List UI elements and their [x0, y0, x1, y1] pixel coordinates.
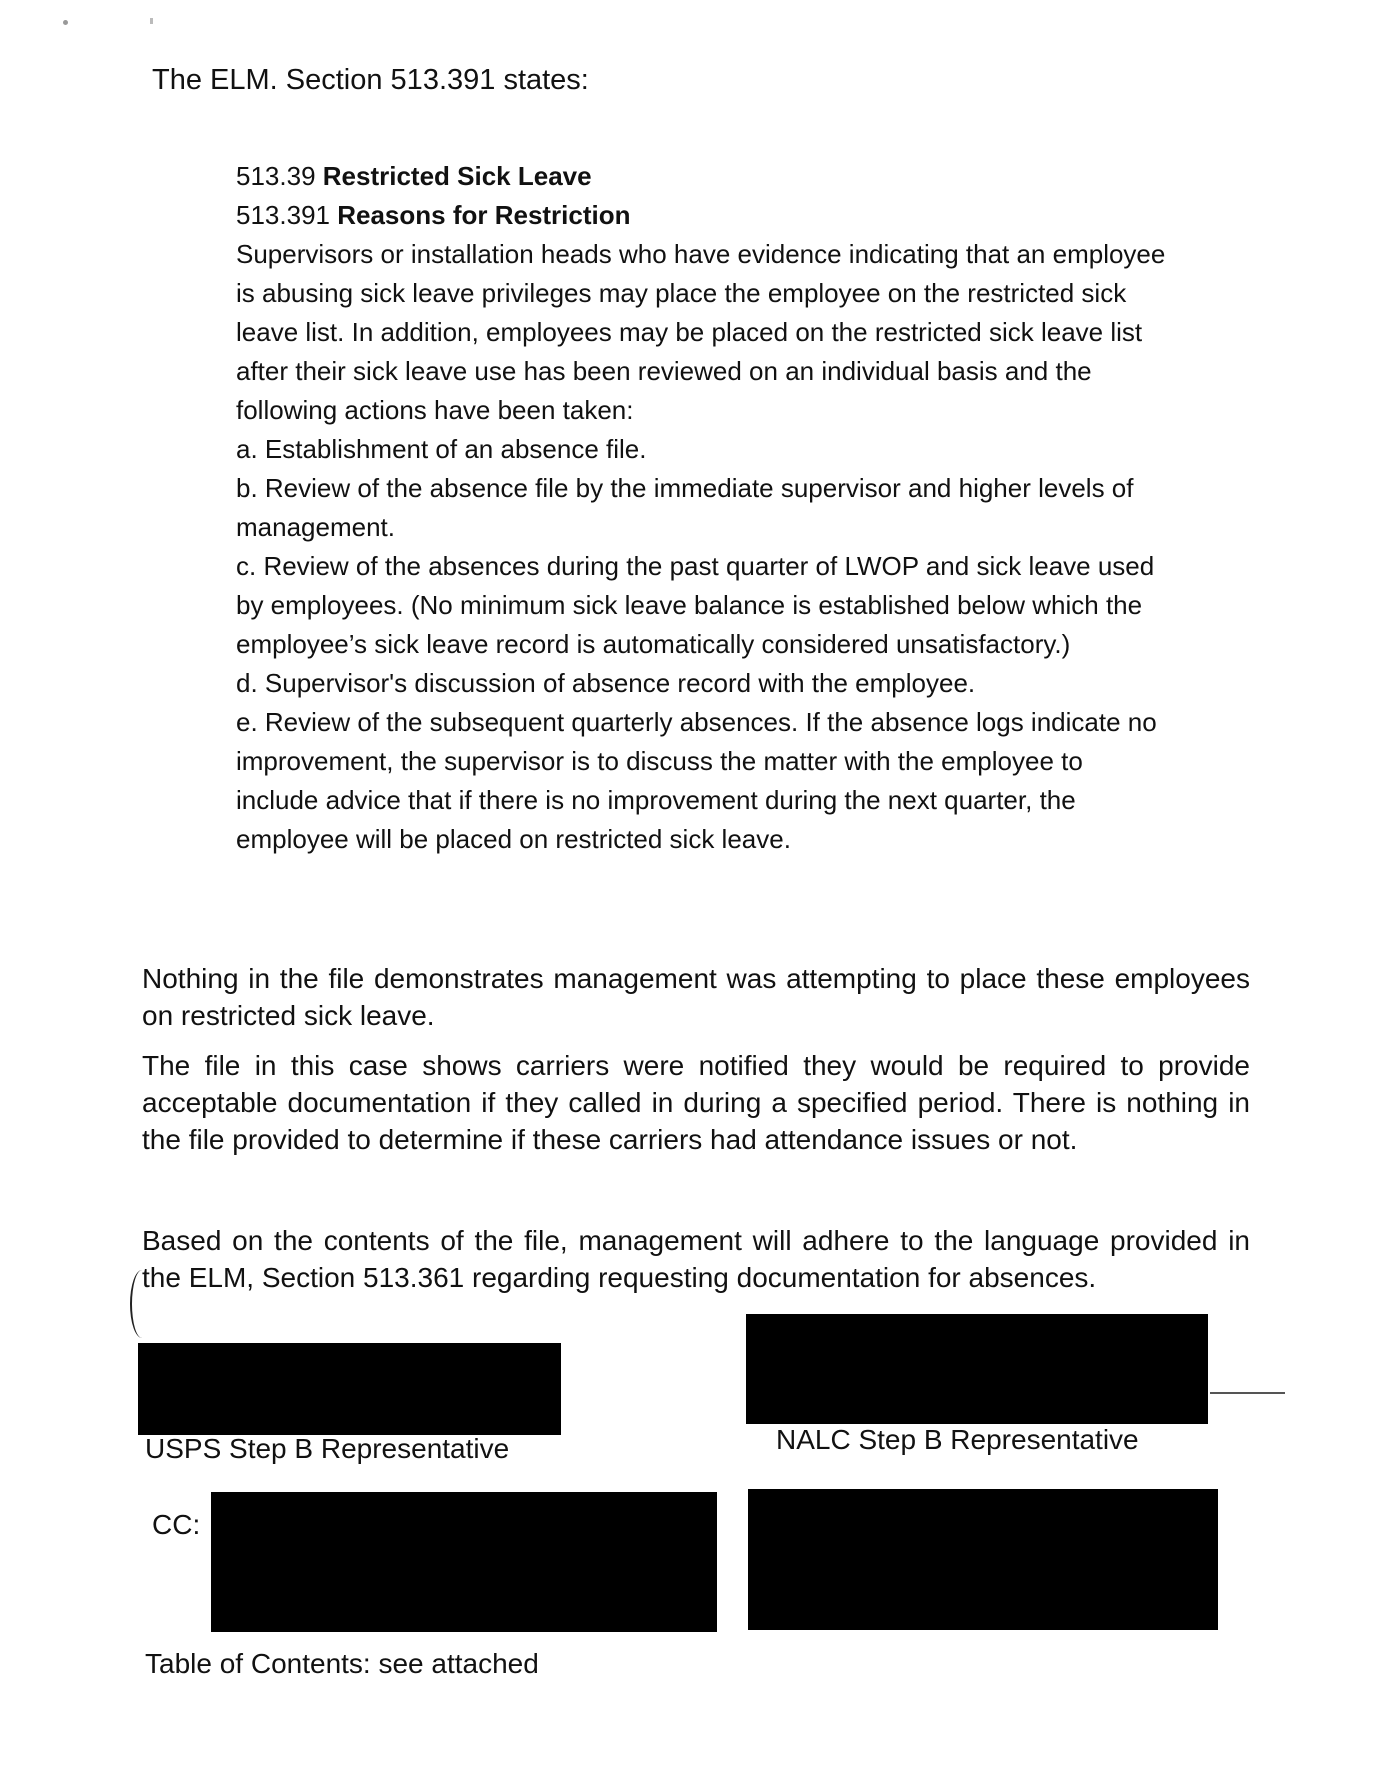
quote-body: Supervisors or installation heads who have evidence indicating that an employee is abusing sick leave privileges may place the employee on the restricted sick leave list. In addition, employees may be placed on the restricted sick leave list after their sick leave use has been reviewed on an individual basis and the following actions have been taken: — [236, 239, 1166, 425]
scan-line-mark — [1210, 1392, 1285, 1394]
intro-line: The ELM. Section 513.391 states: — [152, 64, 589, 96]
finding-paragraph: Nothing in the file demonstrates management was attempting to place these employees on restricted sick leave. — [142, 963, 1250, 1031]
quote-item-c: c. Review of the absences during the past quarter of LWOP and sick leave used by employees. (No minimum sick leave balance is established below which the employee’s sick leave record is automatically considered unsatisfactory.) — [236, 551, 1155, 659]
quote-heading-2 — [236, 196, 1166, 235]
quote-heading-1 — [236, 157, 1166, 196]
heading-2-title: Reasons for Restriction — [337, 200, 631, 230]
table-of-contents-note: Table of Contents: see attached — [145, 1648, 539, 1679]
heading-2-number: 513.391 — [236, 200, 330, 230]
nalc-representative-label: NALC Step B Representative — [776, 1424, 1139, 1455]
cc-label: CC: — [152, 1509, 201, 1540]
redacted-nalc-signature — [746, 1314, 1208, 1424]
quote-item-b: b. Review of the absence file by the immediate supervisor and higher levels of management. — [236, 473, 1134, 542]
elm-quote-block — [236, 157, 1166, 859]
scan-speck — [63, 20, 68, 25]
file-paragraph: The file in this case shows carriers were notified they would be required to provide acceptable documentation if they called in during a specified period. There is nothing in the file provided to determine if these carriers had attendance issues or not. — [142, 1050, 1250, 1155]
handwritten-bracket-mark — [130, 1270, 154, 1338]
heading-1-number: 513.39 — [236, 161, 316, 191]
resolution-paragraph: Based on the contents of the file, management will adhere to the language provided in the ELM, Section 513.361 regarding requesting documentation for absences. — [142, 1225, 1250, 1293]
redacted-cc-recipients-right — [748, 1489, 1218, 1630]
quote-item-d: d. Supervisor's discussion of absence record with the employee. — [236, 668, 976, 698]
heading-1-title: Restricted Sick Leave — [322, 161, 592, 191]
scan-speck — [150, 18, 153, 24]
redacted-cc-recipients-left — [211, 1492, 717, 1632]
usps-representative-label: USPS Step B Representative — [145, 1433, 510, 1464]
quote-item-e: e. Review of the subsequent quarterly absences. If the absence logs indicate no improvement, the supervisor is to discuss the matter with the employee to include advice that if there is no improvement during the next quarter, the employee will be placed on restricted sick leave. — [236, 707, 1157, 854]
quote-item-a: a. Establishment of an absence file. — [236, 434, 647, 464]
redacted-usps-signature — [138, 1343, 561, 1435]
